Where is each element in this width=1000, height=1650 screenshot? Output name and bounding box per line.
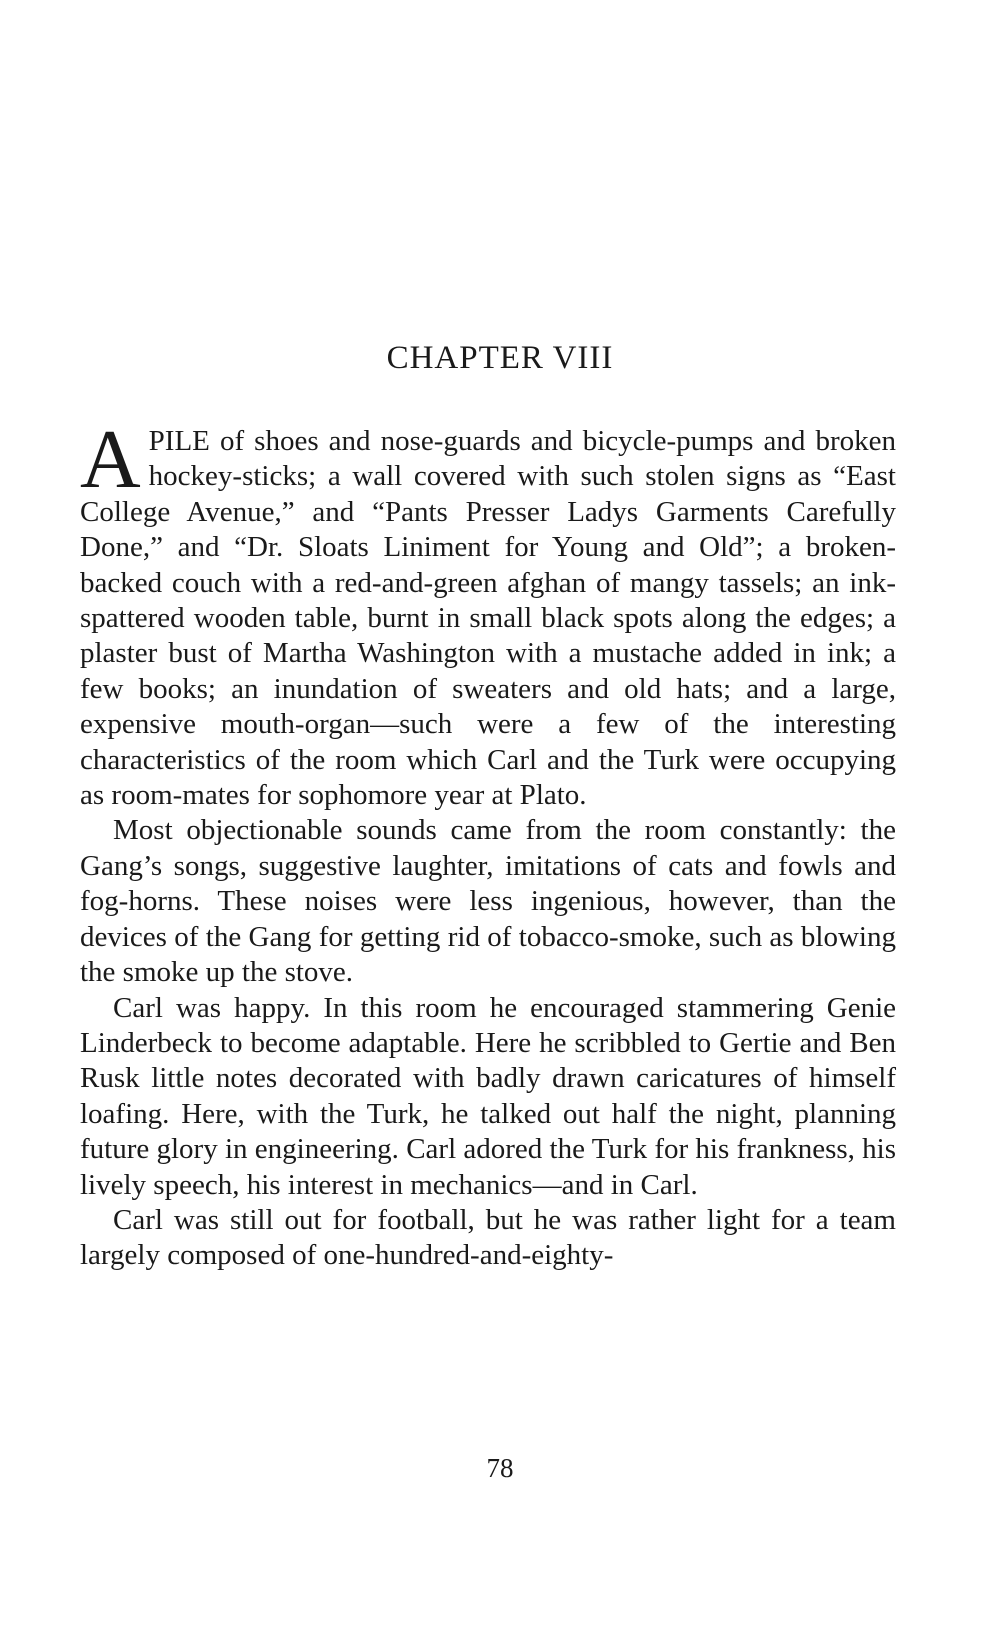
paragraph-1 [80, 413, 896, 813]
drop-cap: A [80, 413, 141, 506]
paragraph-1-text: PILE of shoes and nose-guards and bicycle-pumps and broken hockey-sticks; a wall covered with such stolen signs as “East College Avenue,” and “Pants Presser Ladys Garments Carefully Done,” and “Dr. Sloats Liniment for Young and Old”; a broken-backed couch with a red-and-green afghan of mangy tassels; an ink-spattered wooden table, burnt in small black spots along the edges; a plaster bust of Martha Washington with a mustache added in ink; a few books; an inundation of sweaters and old hats; and a large, expensive mouth-organ—such were a few of the interesting characteristics of the room which Carl and the Turk were occupying as room-mates for sophomore year at Plato. [80, 425, 896, 812]
body-text [80, 413, 896, 1274]
page-number: 78 [486, 1453, 514, 1483]
chapter-heading: CHAPTER VIII [386, 340, 614, 376]
paragraph-3: Carl was happy. In this room he encouraged stammering Genie Linderbeck to become adaptable. Here he scribbled to Gertie and Ben Rusk little notes decorated with badly drawn caricatures of himself loafing. Here, with the Turk, he talked out half the night, planning future glory in engineering. Carl adored the Turk for his frankness, his lively speech, his interest in mechanics—and in Carl. [80, 991, 896, 1201]
paragraph-4: Carl was still out for football, but he was rather light for a team largely composed of one-hundred-and-eighty- [80, 1203, 896, 1272]
paragraph-2: Most objectionable sounds came from the room constantly: the Gang’s songs, suggestive laughter, imitations of cats and fowls and fog-horns. These noises were less ingenious, however, than the devices of the Gang for getting rid of tobacco-smoke, such as blowing the smoke up the stove. [80, 814, 896, 989]
